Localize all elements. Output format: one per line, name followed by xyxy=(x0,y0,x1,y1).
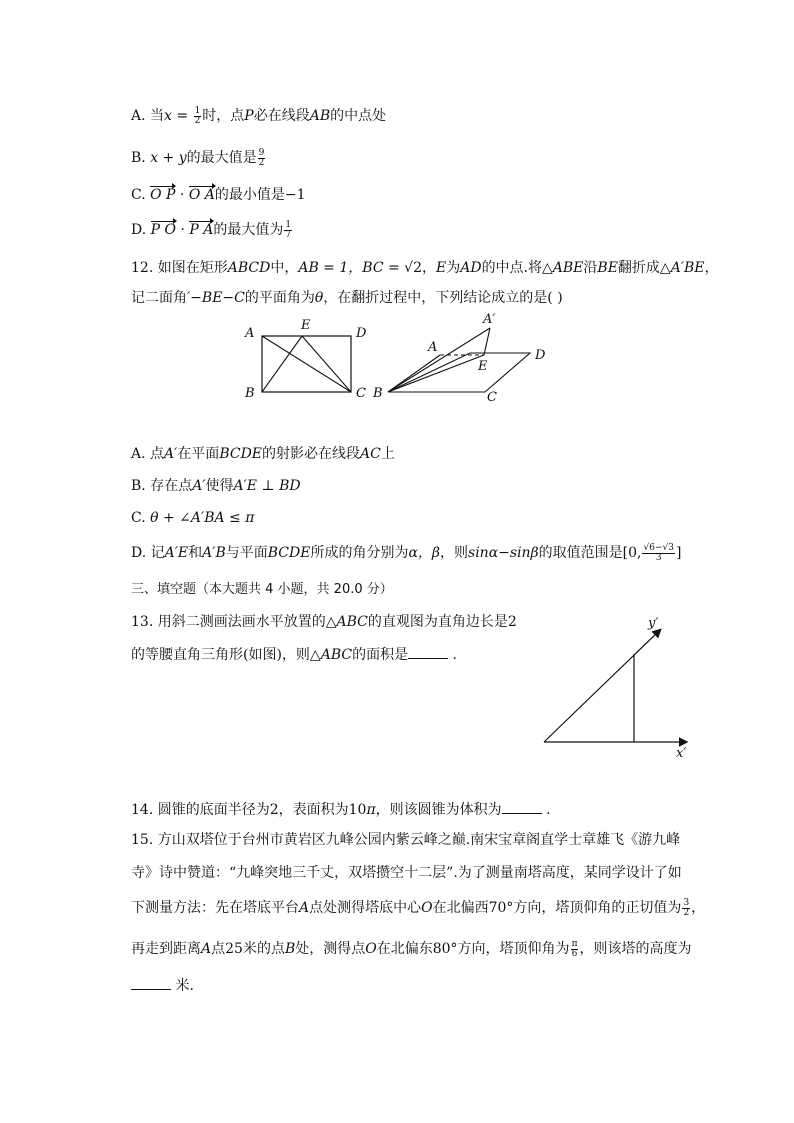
answer-blank xyxy=(408,646,448,659)
vector-pa: P A xyxy=(189,222,214,238)
label-rect-e: E xyxy=(301,318,311,333)
label-fold-c: C xyxy=(487,390,497,405)
label-fold-e: E xyxy=(478,359,488,374)
vector-oa: O A xyxy=(188,187,215,203)
label-fold-b: B xyxy=(373,386,383,401)
q11-option-c: C. O P · O A的最小值是−1 xyxy=(131,187,306,203)
fraction: $\frac{3}{2}$ xyxy=(683,897,690,918)
label-x-axis: x′ xyxy=(676,746,687,761)
y-axis xyxy=(544,630,660,742)
fraction: $\frac{1}{7}$ xyxy=(285,219,292,240)
fraction: $\frac{9}{2}$ xyxy=(258,147,265,168)
q12-option-a: A. 点A′在平面BCDE的射影必在线段AC上 xyxy=(131,446,395,462)
label-rect-a: A xyxy=(245,326,255,341)
q12-stem-line1: 12. 如图在矩形ABCD中，AB = 1，BC = √2，E为AD的中点.将△ABE沿BE翻折成△A′BE， xyxy=(131,260,719,276)
q11-option-b: B. x + y的最大值是 $\frac{9}{2}$ xyxy=(131,147,265,168)
fraction: $\frac{√6-√3}{3}$ xyxy=(643,542,674,563)
label-y-axis: y′ xyxy=(648,616,659,631)
q15-line3: 下测量方法：先在塔底平台A点处测得塔底中心O在北偏西70°方向，塔顶仰角的正切值为 $\frac{3}{2}$ ， xyxy=(131,897,706,918)
segment-b-e xyxy=(388,355,484,392)
section-heading: 三、填空题（本大题共 4 小题，共 20.0 分） xyxy=(131,582,393,597)
label-fold-a: A xyxy=(428,340,438,355)
q15-line1: 15. 方山双塔位于台州市黄岩区九峰公园内紫云峰之巅.南宋宝章阁直学士章雄飞《游九峰 xyxy=(131,832,681,848)
q12-stem-line2: 记二面角′−BE−C的平面角为θ，在翻折过程中，下列结论成立的是( ) xyxy=(131,290,563,306)
fraction: $\frac{\pi}{6}$ xyxy=(571,938,578,959)
label-rect-c: C xyxy=(356,386,366,401)
q13-line1: 13. 用斜二测画法画水平放置的△ABC的直观图为直角边长是2 xyxy=(131,614,517,630)
label-rect-b: B xyxy=(245,386,255,401)
fraction: $\frac{1}{2}$ xyxy=(194,105,201,126)
q15-line2: 寺》诗中赞道：“九峰突地三千丈，双塔攒空十二层”.为了测量南塔高度，某同学设计了如 xyxy=(131,865,682,881)
segment-ac xyxy=(262,336,351,392)
segment-ec xyxy=(302,336,351,392)
label-fold-ap: A′ xyxy=(483,312,496,327)
q12-figure xyxy=(240,310,560,410)
label-rect-d: D xyxy=(356,326,367,341)
q12-option-b: B. 存在点A′使得A′E ⊥ BD xyxy=(131,478,301,494)
q15-line4: 再走到距离A点25米的点B处，测得点O在北偏东80°方向，塔顶仰角为 $\frac{\pi}{6}$ ，则该塔的高度为 xyxy=(131,938,692,959)
segment-ap-e xyxy=(484,328,490,355)
answer-blank xyxy=(502,801,542,814)
q11-option-d: D. P O · P A的最大值为 $\frac{1}{7}$ xyxy=(131,219,292,240)
segment-eb xyxy=(262,336,302,392)
answer-blank xyxy=(131,977,171,990)
vector-po: P O xyxy=(150,222,176,238)
plane-bcde xyxy=(388,353,530,392)
q12-option-d: D. 记A′E和A′B与平面BCDE所成的角分别为α，β，则sinα−sinβ的取值范围是[0, $\frac{√6-√3}{3}$ ] xyxy=(131,542,682,563)
segment-b-ap xyxy=(388,328,490,392)
q13-line2: 的等腰直角三角形(如图)，则△ABC的面积是 . xyxy=(131,647,457,663)
vector-op: O P xyxy=(150,187,176,203)
segment-b-a xyxy=(388,355,440,392)
q15-line5: 米. xyxy=(131,976,194,996)
q12-option-c: C. θ + ∠A′BA ≤ π xyxy=(131,510,255,526)
q14: 14. 圆锥的底面半径为2，表面积为10π，则该圆锥为体积为 . xyxy=(131,802,551,818)
label-fold-d: D xyxy=(535,348,546,363)
q11-option-a: A. 当x = $\frac{1}{2}$ 时，点P必在线段AB的中点处 xyxy=(131,105,387,126)
